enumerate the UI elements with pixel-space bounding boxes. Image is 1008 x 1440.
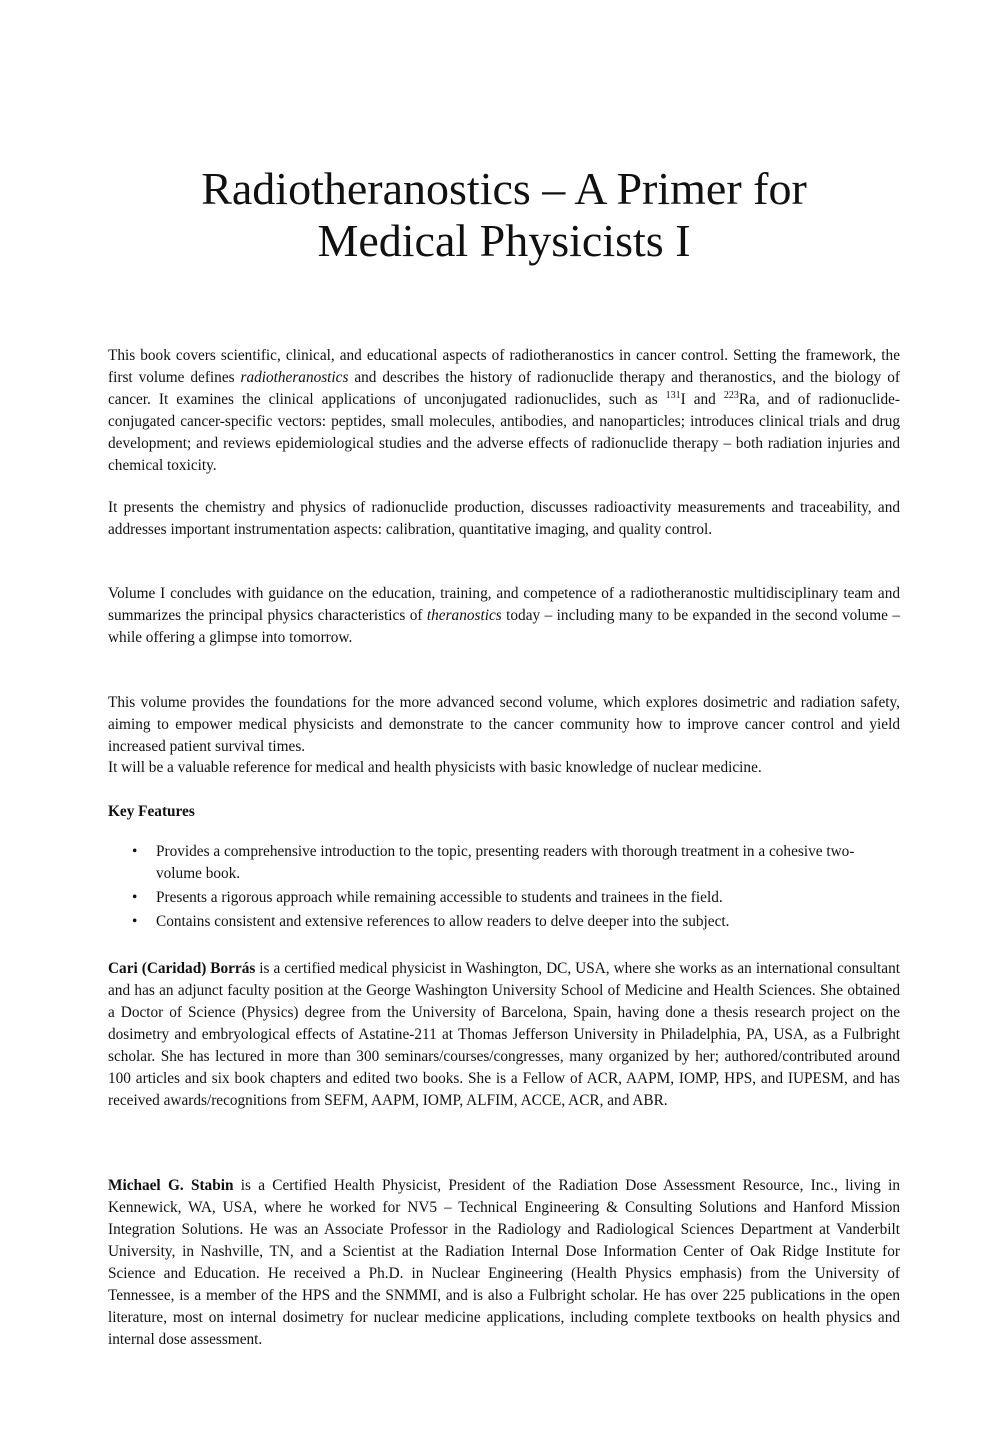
- author-bio-text: is a certified medical physicist in Washington, DC, USA, where she works as an international consultant and has an adjunct faculty position at the George Washington University School of Medicine and Health Sciences. She obtained a Doctor of Science (Physics) degree from the University of Barcelona, Spain, having done a thesis research project on the dosimetry and embryological effects of Astatine-211 at Thomas Jefferson University in Philadelphia, PA, USA, as a Fulbright scholar. She has lectured in more than 300 seminars/courses/congresses, many organized by her; authored/contributed around 100 articles and six book chapters and edited two books. She is a Fellow of ACR, AAPM, IOMP, HPS, and IUPESM, and has received awards/recognitions from SEFM, AAPM, IOMP, ALFIM, ACCE, ACR, and ABR.: [108, 960, 900, 1109]
- bullet-icon: •: [132, 889, 138, 906]
- emphasis: radiotheranostics: [240, 369, 349, 386]
- text: I and: [680, 391, 724, 408]
- text: Ra, and of radionuclide-conjugated cancer-specific vectors: peptides, small molecules, antibodies, and nanoparticles; introduces clinical trials and drug development; and reviews epidemiological studies and the adverse effects of radionuclide therapy – both radiation injuries and chemical toxicity.: [108, 391, 900, 474]
- text: Volume I concludes with guidance on the education, training, and competence of a radiotheranostic multidisciplinary team and summarizes the principal physics characteristics of: [108, 585, 900, 624]
- feature-text: Presents a rigorous approach while remaining accessible to students and trainees in the field.: [156, 889, 723, 906]
- paragraph-conclusion: [108, 583, 900, 649]
- text: and describes the history of radionuclide therapy and theranostics, and the biology of cancer. It examines the clinical applications of unconjugated radionuclides, such as: [108, 369, 901, 408]
- isotope-mass: 223: [723, 390, 739, 401]
- feature-text: Provides a comprehensive introduction to the topic, presenting readers with thorough treatment in a cohesive two-volume book.: [156, 843, 855, 882]
- text: today – including many to be expanded in the second volume – while offering a glimpse into tomorrow.: [108, 607, 900, 646]
- isotope-mass: 131: [665, 390, 681, 401]
- paragraph-reference: It will be a valuable reference for medical and health physicists with basic knowledge of nuclear medicine.: [108, 759, 762, 776]
- list-item: [108, 841, 900, 885]
- list-item: [108, 911, 900, 933]
- bullet-icon: •: [132, 913, 138, 930]
- title-line-2: Medical Physicists I: [317, 215, 691, 266]
- author-bio-stabin: [108, 1175, 900, 1351]
- paragraph-chemistry: It presents the chemistry and physics of radionuclide production, discusses radioactivity measurements and traceability, and addresses important instrumentation aspects: calibration, quantitative imaging, and quality control.: [108, 499, 900, 538]
- key-features-list: [108, 841, 900, 935]
- author-bio-borras: [108, 958, 900, 1112]
- bullet-icon: •: [132, 843, 138, 860]
- title-line-1: Radiotheranostics – A Primer for: [201, 163, 807, 214]
- author-name: Cari (Caridad) Borrás: [108, 960, 256, 977]
- text: This book covers scientific, clinical, and educational aspects of radiotheranostics in cancer control. Setting the framework, the first volume defines: [108, 347, 900, 386]
- page-title: [0, 163, 1008, 267]
- paragraph-overview: [108, 345, 900, 477]
- emphasis: theranostics: [426, 607, 502, 624]
- author-name: Michael G. Stabin: [108, 1177, 234, 1194]
- feature-text: Contains consistent and extensive references to allow readers to delve deeper into the subject.: [156, 913, 730, 930]
- list-item: [108, 887, 900, 909]
- author-bio-text: is a Certified Health Physicist, President of the Radiation Dose Assessment Resource, Inc., living in Kennewick, WA, USA, where he worked for NV5 – Technical Engineering & Consulting Solutions and Hanford Mission Integration Solutions. He was an Associate Professor in the Radiology and Radiological Sciences Department at Vanderbilt University, in Nashville, TN, and a Scientist at the Radiation Internal Dose Information Center of Oak Ridge Institute for Science and Education. He received a Ph.D. in Nuclear Engineering (Health Physics emphasis) from the University of Tennessee, is a member of the HPS and the SNMMI, and is also a Fulbright scholar. He has over 225 publications in the open literature, most on internal dosimetry for nuclear medicine applications, including complete textbooks on health physics and internal dose assessment.: [108, 1177, 900, 1348]
- paragraph-foundations: This volume provides the foundations for the more advanced second volume, which explores dosimetric and radiation safety, aiming to empower medical physicists and demonstrate to the cancer community how to improve cancer control and yield increased patient survival times.: [108, 694, 900, 755]
- key-features-heading: Key Features: [108, 803, 195, 820]
